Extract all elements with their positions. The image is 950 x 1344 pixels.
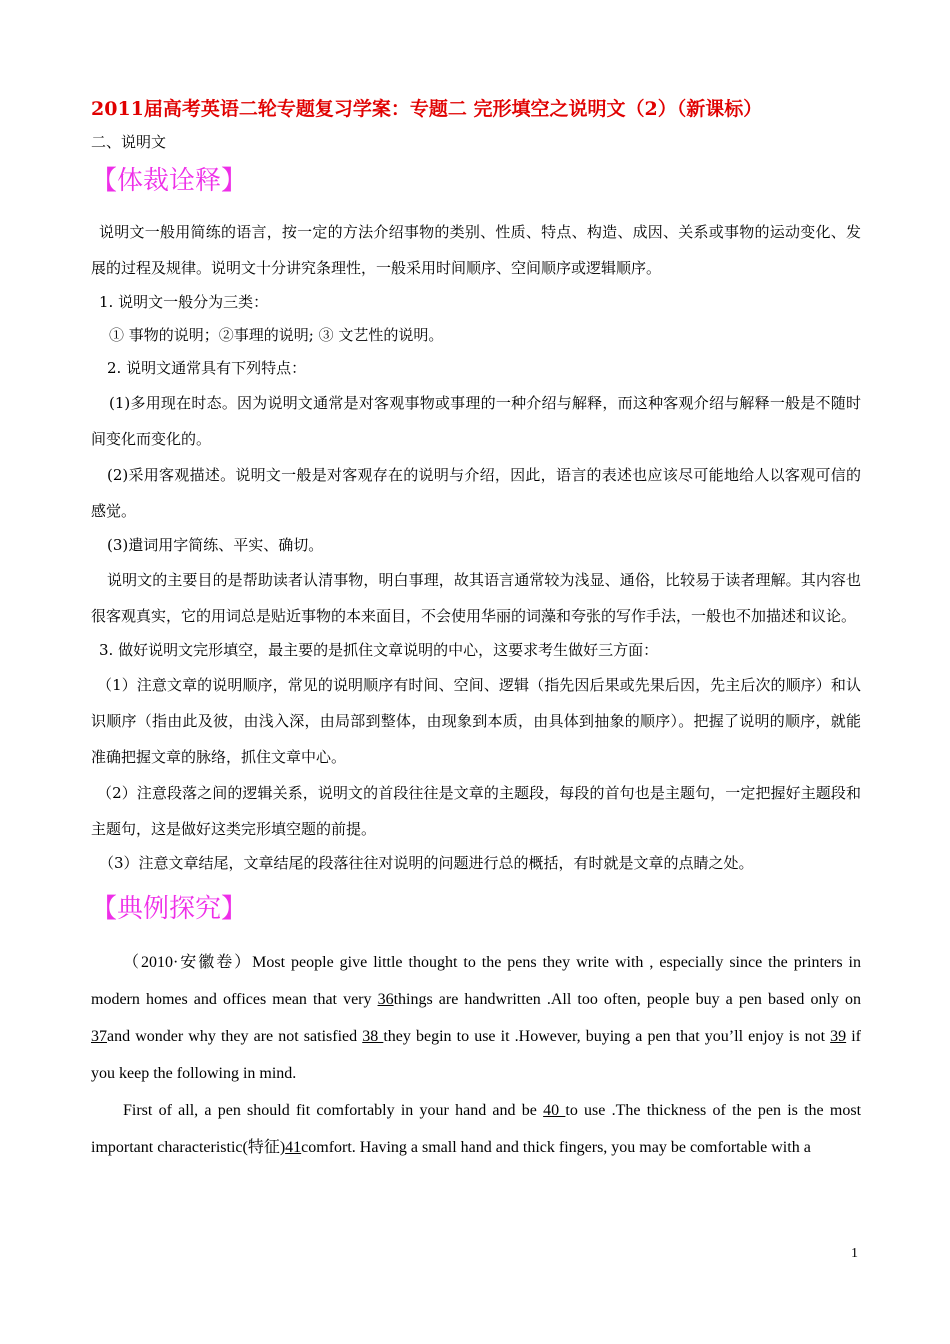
passage-text: comfort. Having a small hand and thick fingers, you may be comfortable with a [301,1139,811,1156]
paragraph-features-heading: 2. 说明文通常具有下列特点： [107,359,307,377]
passage-text: to use .The thickness of the pen is the most important characteristic(特征) [91,1102,862,1156]
passage-text: （2010·安徽卷）Most people give little thought to the pens they write with , especially since the printers in modern homes and offices mean that very [91,954,861,1008]
blank-36: 36 [377,991,394,1008]
passage-text: they begin to use it .However, buying a pen that you’ll enjoy is not [383,1028,831,1045]
cloze-passage [91,944,861,1166]
page-number: 1 [851,1246,858,1261]
genre-explanation [91,214,861,880]
paragraph-feature-1: (1)多用现在时态。因为说明文通常是对客观事物或事理的一种介绍与解释，而这种客观介绍与解释一般是不随时间变化而变化的。 [91,394,861,448]
passage-text: First of all, a pen should fit comfortably in your hand and be [123,1102,544,1119]
paragraph-types-heading: 1. 说明文一般分为三类： [99,293,269,311]
section-heading-example: 【典例探究】 [91,894,248,924]
document-page [91,96,861,1166]
paragraph-purpose: 说明文的主要目的是帮助读者认清事物，明白事理，故其语言通常较为浅显、通俗，比较易于读者理解。其内容也很客观真实，它的用词总是贴近事物的本来面目，不会使用华丽的词藻和夸张的写作手法，一般也不加描述和议论。 [91,571,861,625]
paragraph-types-list: ① 事物的说明；②事理的说明; ③ 文艺性的说明。 [109,326,444,344]
passage-paragraph-1 [91,944,861,1092]
paragraph-intro: 说明文一般用简练的语言，按一定的方法介绍事物的类别、性质、特点、构造、成因、关系或事物的运动变化、发展的过程及规律。说明文十分讲究条理性，一般采用时间顺序、空间顺序或逻辑顺序。 [91,223,861,277]
blank-37: 37 [91,1028,107,1045]
document-title: 2011届高考英语二轮专题复习学案：专题二 完形填空之说明文（2）（新课标） [91,98,763,120]
paragraph-tips-heading: 3. 做好说明文完形填空，最主要的是抓住文章说明的中心，这要求考生做好三方面： [99,641,659,659]
passage-text: things are handwritten .All too often, people buy a pen based only on [393,991,862,1008]
paragraph-tip-3: （3）注意文章结尾，文章结尾的段落往往对说明的问题进行总的概括，有时就是文章的点睛之处。 [99,854,754,872]
blank-40: 40 [543,1102,566,1119]
blank-38: 38 [362,1028,384,1045]
blank-39: 39 [830,1028,847,1045]
subtitle: 二、说明文 [91,133,167,151]
section-heading-genre: 【体裁诠释】 [91,166,248,196]
paragraph-tip-2: （2）注意段落之间的逻辑关系，说明文的首段往往是文章的主题段，每段的首句也是主题句，一定把握好主题段和主题句，这是做好这类完形填空题的前提。 [91,784,861,838]
passage-paragraph-2 [91,1092,861,1166]
paragraph-feature-3: (3)遣词用字简练、平实、确切。 [107,536,324,554]
paragraph-feature-2: (2)采用客观描述。说明文一般是对客观存在的说明与介绍，因此，语言的表述也应该尽可能地给人以客观可信的感觉。 [91,466,861,520]
passage-text: if you keep the following in mind. [91,1028,862,1082]
blank-41: 41 [285,1139,302,1156]
passage-text: and wonder why they are not satisfied [107,1028,363,1045]
paragraph-tip-1: （1）注意文章的说明顺序，常见的说明顺序有时间、空间、逻辑（指先因后果或先果后因，先主后次的顺序）和认识顺序（指由此及彼，由浅入深，由局部到整体，由现象到本质，由具体到抽象的顺序）。把握了说明的顺序，就能准确把握文章的脉络，抓住文章中心。 [91,676,861,766]
